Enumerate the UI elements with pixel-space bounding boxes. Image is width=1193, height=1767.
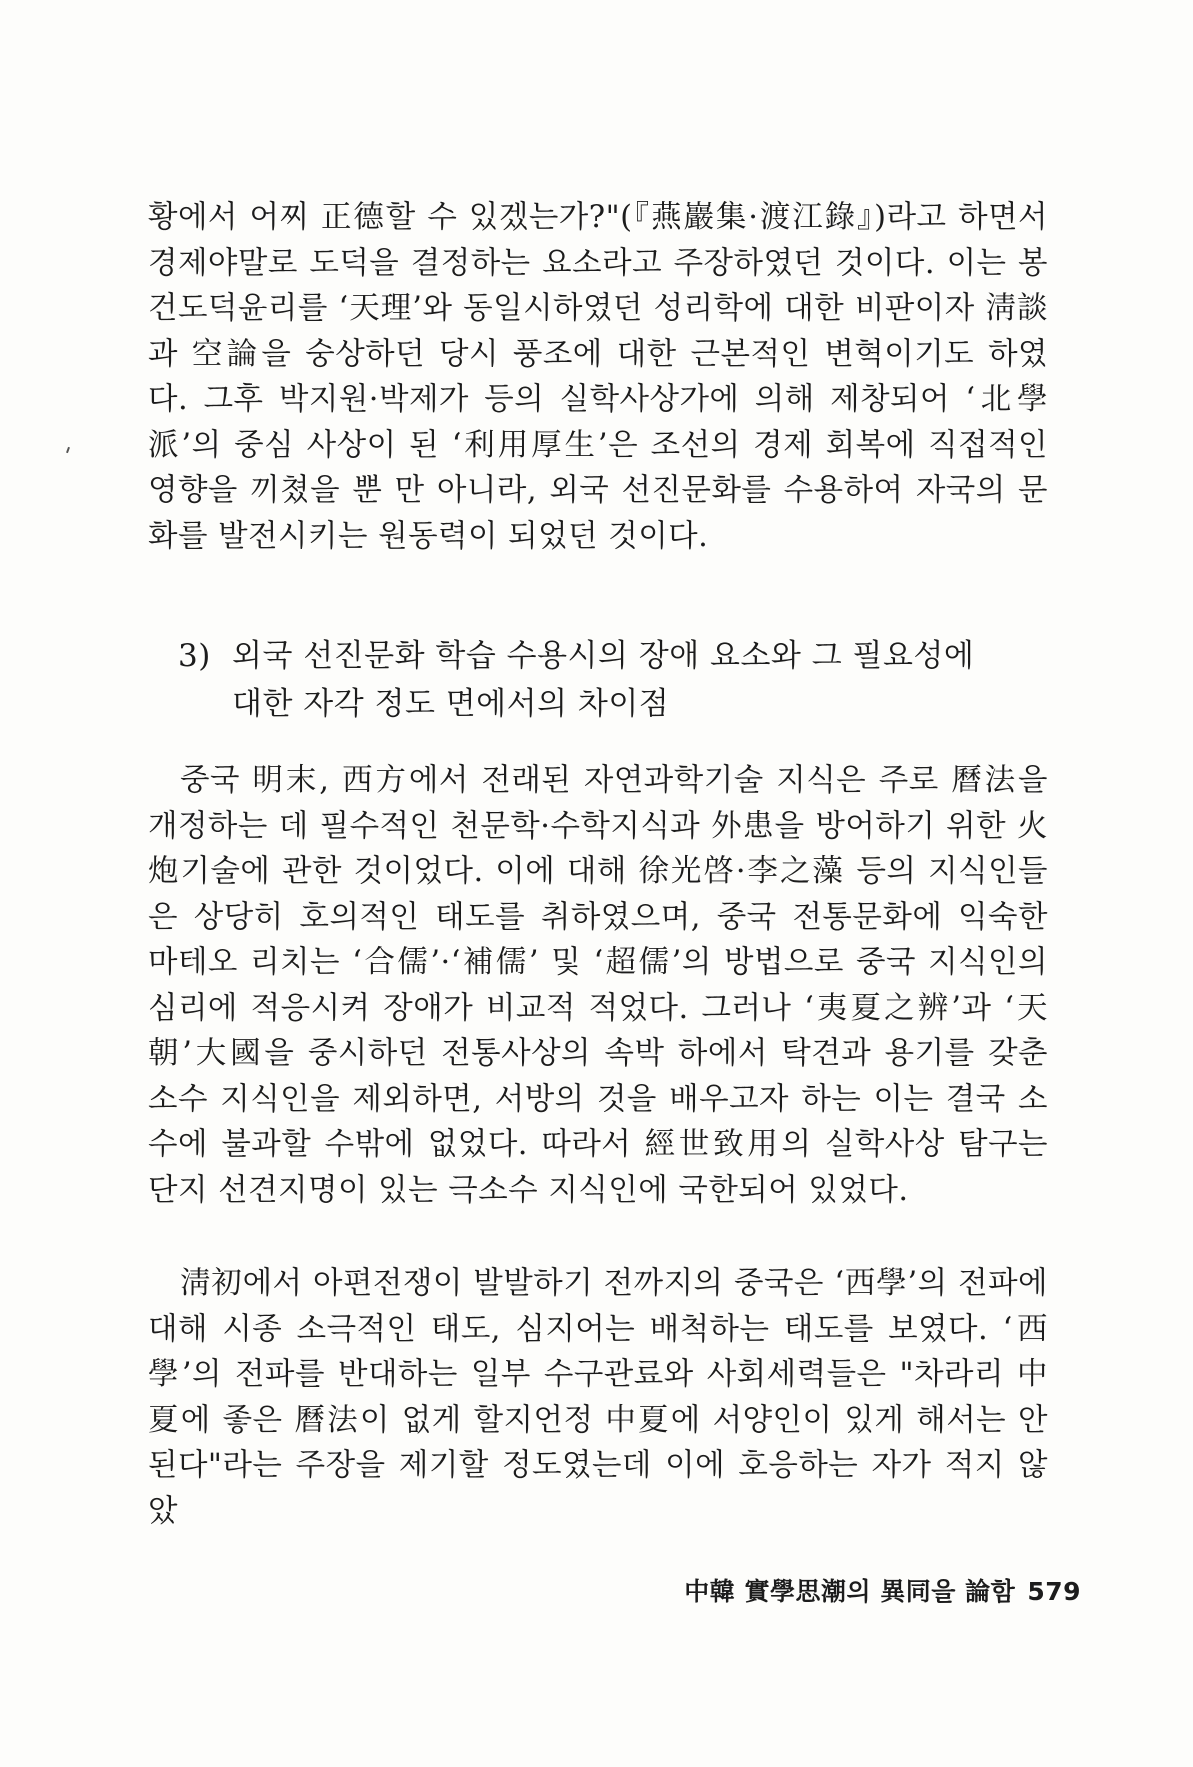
page-number: 579	[1027, 1577, 1081, 1606]
scan-speck	[66, 447, 70, 453]
page-footer	[684, 1572, 1081, 1608]
running-title: 中韓 實學思潮의 異同을 論함	[684, 1577, 1016, 1606]
paragraph-continuation: 황에서 어찌 正德할 수 있겠는가?"(『燕巖集·渡江錄』)라고 하면서 경제야말로 도덕을 결정하는 요소라고 주장하였던 것이다. 이는 봉건도덕윤리를 ‘天理’와 동일시하였던 성리학에 대한 비판이자 淸談과 空論을 숭상하던 당시 풍조에 대한 근본적인 변혁이기도 하였다. 그후 박지원·박제가 등의 실학사상가에 의해 제창되어 ‘北學派’의 중심 사상이 된 ‘利用厚生’은 조선의 경제 회복에 직접적인 영향을 끼쳤을 뿐 만 아니라, 외국 선진문화를 수용하여 자국의 문화를 발전시키는 원동력이 되었던 것이다.	[148, 200, 1048, 554]
section-heading-line-2: 대한 자각 정도 면에서의 차이점	[232, 686, 670, 722]
paragraph-ming-west: 중국 明末, 西方에서 전래된 자연과학기술 지식은 주로 曆法을 개정하는 데 필수적인 천문학·수학지식과 外患을 방어하기 위한 火炮기술에 관한 것이었다. 이에 대해 徐光啓·李之藻 등의 지식인들은 상당히 호의적인 태도를 취하였으며, 중국 전통문화에 익숙한 마테오 리치는 ‘合儒’·‘補儒’ 및 ‘超儒’의 방법으로 중국 지식인의 심리에 적응시켜 장애가 비교적 적었다. 그러나 ‘夷夏之辨’과 ‘天朝’大國을 중시하던 전통사상의 속박 하에서 탁견과 용기를 갖춘 소수 지식인을 제외하면, 서방의 것을 배우고자 하는 이는 결국 소수에 불과할 수밖에 없었다. 따라서 經世致用의 실학사상 탐구는 단지 선견지명이 있는 극소수 지식인에 국한되어 있었다.	[148, 763, 1048, 1208]
section-number: 3)	[178, 638, 211, 674]
section-heading-line-1: 외국 선진문화 학습 수용시의 장애 요소와 그 필요성에	[232, 638, 975, 674]
section-heading	[178, 632, 1038, 728]
paragraph-qing-west: 淸初에서 아편전쟁이 발발하기 전까지의 중국은 ‘西學’의 전파에 대해 시종 소극적인 태도, 심지어는 배척하는 태도를 보였다. ‘西學’의 전파를 반대하는 일부 수구관료와 사회세력들은 "차라리 中夏에 좋은 曆法이 없게 할지언정 中夏에 서양인이 있게 해서는 안된다"라는 주장을 제기할 정도였는데 이에 호응하는 자가 적지 않았	[148, 1266, 1048, 1529]
